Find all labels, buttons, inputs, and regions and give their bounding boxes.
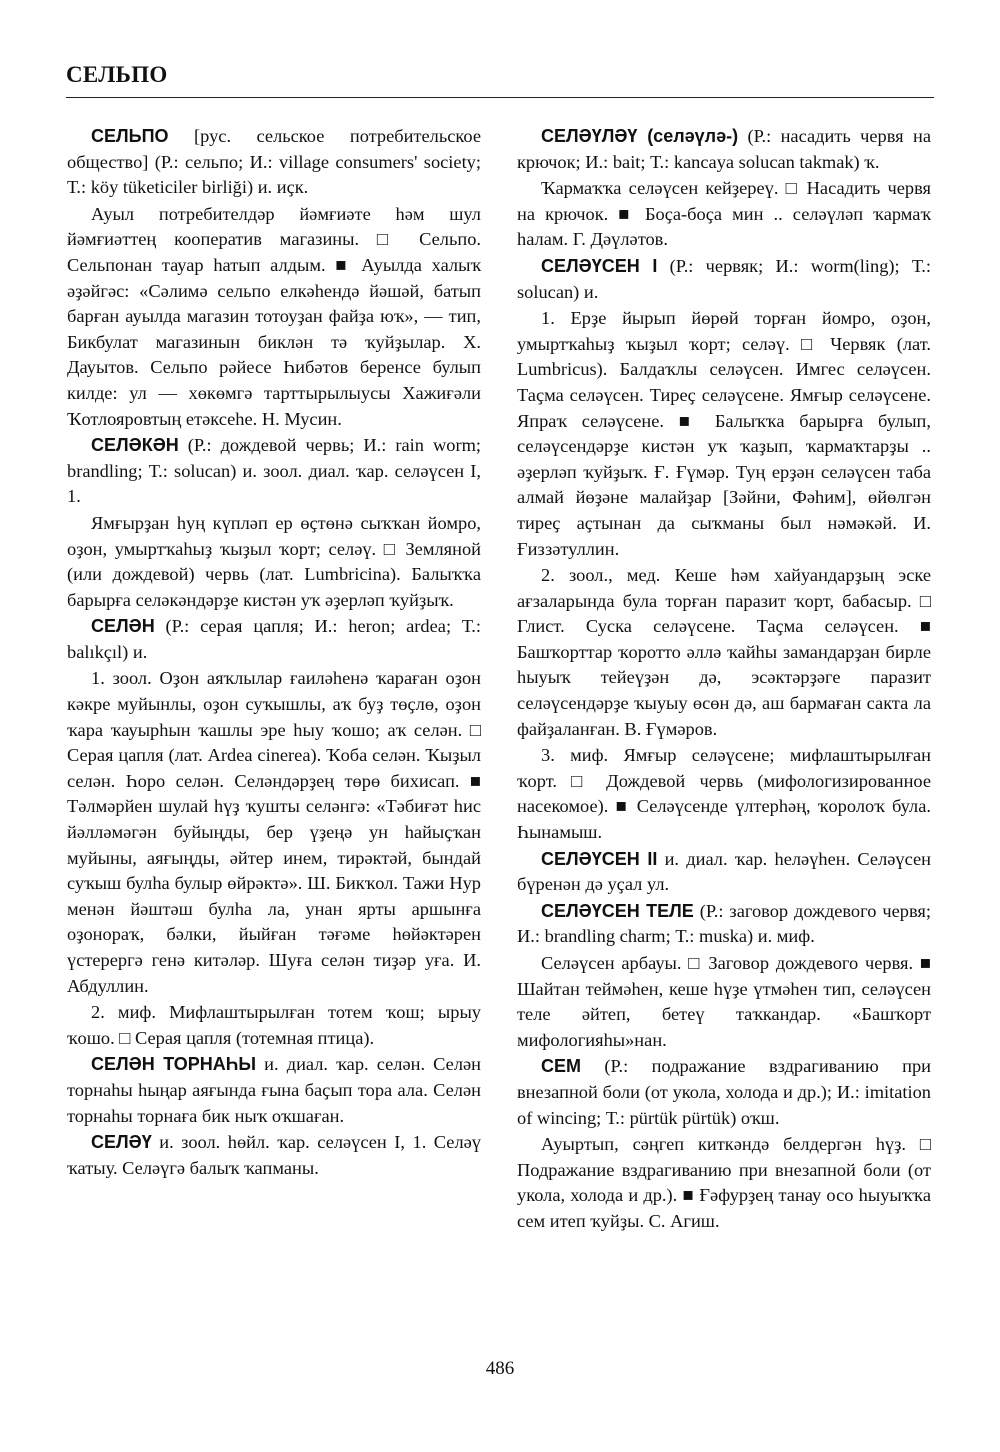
entry-body: (Р.: подражание вздрагиванию при внезапной боли (от укола, холода и др.); И.: imitation of wincing; Т.: pürtük pürtük) оҡш. [517,1056,931,1128]
running-head: СЕЛЬПО [66,62,168,87]
entry-paragraph: Ҡармаҡҡа селәүсен кейҙереү. □ Насадить червя на крючок. ■ Боҫа-боҫа мин .. селәүләп ҡармаҡ һалам. Г. Дәүләтов. [517,178,931,250]
entry-headword: СЕЛӘҮ [91,1132,152,1153]
entry-headword: СЕЛӘҮЛӘҮ (селәүлә-) [541,126,739,146]
entry-body: (Р.: заговор дождевого червя; И.: brandling charm; Т.: muska) и. миф. [517,900,931,947]
entry-body: и. диал. ҡар. селән. Селән торнаһы һыңар аяғында ғына баҫып тора ала. Селән торнаһы торнаға бик ныҡ оҡшаған. [67,1054,482,1126]
right-column [517,124,931,1236]
page-number: 486 [485,1358,515,1379]
entry-headword: СЕМ [541,1056,581,1077]
dictionary-entry [517,254,931,305]
entry-headword: СЕЛӘКӘН [91,435,179,456]
dictionary-entry [67,614,481,665]
entry-body: и. зоол. һөйл. ҡар. селәүсен I, 1. Селәү ҡатыу. Селәүгә балыҡ ҡапманы. [67,1132,481,1178]
left-column [67,124,481,1182]
dictionary-entry [517,1054,931,1131]
entry-headword: СЕЛӘҮСЕН II [541,848,658,869]
entry-headword: СЕЛӘҮСЕН ТЕЛЕ [541,900,694,921]
entry-paragraph: 2. зоол., мед. Кеше һәм хайуандарҙың эске ағзаларында була торған паразит ҡорт, бабасыр. □ Глист. Суска селәүсене. Таҫма селәүсен. ■ Башҡорттар ҡоротто әллә ҡайһы замандарҙан бирле һыуыҡ тейеүҙән дә, эсәктәрҙәге паразит селәүсендәрҙе ҡыуыу өсөн дә, аш бармаған сакта ла файҙаланған. В. Ғүмәров. [517,565,931,739]
entry-body: [рус. сельское потребительское общество] (Р.: сельпо; И.: village consumers' society; Т.: köy tüketiciler birliği) и. иҫк. [67,126,481,198]
dictionary-entry [517,899,931,950]
entry-paragraph: Селәүсен арбауы. □ Заговор дождевого червя. ■ Шайтан теймәһен, кеше һүҙе үтмәһен тип, селәүсен теле әйтеп, бетеү таҡкандар. «Башҡорт мифологияһы»нан. [517,953,931,1050]
dictionary-entry [67,1130,481,1181]
entry-paragraph: Ямғырҙан һуң күпләп ер өҫтөнә сыҡҡан йомро, оҙон, умыртҡаһыҙ ҡыҙыл ҡорт; селәү. □ Земляной (или дождевой) червь (лат. Lumbricina). Балыҡҡа барырға селәкәндәрҙе кистән уҡ әҙерләп ҡуйҙыҡ. [67,512,481,610]
dictionary-entry [517,847,931,898]
entry-headword: СЕЛӘҮСЕН I [541,255,658,276]
entry-paragraph: 1. Ерҙе йырып йөрөй торған йомро, оҙон, умыртҡаһыҙ ҡыҙыл ҡорт; селәү. □ Червяк (лат. Lumbricus). Балдаҡлы селәүсен. Имгес селәүсен. Таҫма селәүсен. Тиреҫ селәүсене. Ямғыр селәүсене. Япраҡ селәүсене. ■ Балыҡҡа барырға булып, селәүсендәрҙе кистән уҡ ҡаҙып, ҡармаҡтарҙы .. әҙерләп ҡуйҙыҡ. Ғ. Ғүмәр. Туң ерҙән селәүсен таба алмай йөҙәне малайҙар [Зәйни, Фәһим], өйөлгән тиреҫ аҫтынан да сыҡманы был нәмәкәй. И. Ғиззәтуллин. [517,308,931,559]
entry-headword: СЕЛӘН [91,616,155,637]
entry-paragraph: Ауыртып, сәңгеп киткәндә белдергән һүҙ. □ Подражание вздрагиванию при внезапной боли (от укола, холода и др.). ■ Ғәфурҙең танау осо һыуыҡҡа сем итеп ҡуйҙы. С. Агиш. [517,1134,931,1231]
entry-paragraph: 2. миф. Мифлаштырылған тотем ҡош; ырыу ҡошо. □ Серая цапля (тотемная птица). [67,1002,481,1048]
entry-body: (Р.: серая цапля; И.: heron; ardea; Т.: balıkçıl) и. [67,616,481,662]
entry-paragraph: 3. миф. Ямғыр селәүсене; мифлаштырылған ҡорт. □ Дождевой червь (мифологизированное насекомое). ■ Селәүсенде үлтерһәң, ҡоролоҡ була. Һынамыш. [517,745,931,843]
entry-paragraph: 1. зоол. Оҙон аяҡлылар ғаиләһенә ҡараған оҙон кәкре муйынлы, оҙон суҡышлы, аҡ буҙ төҫлө, оҙон ҡара ҡауырһын ҡашлы эре һыу ҡошо; аҡ селән. □ Серая цапля (лат. Ardea cinerea). Ҡоба селән. Ҡыҙыл селән. Һоро селән. Селәндәрҙең төрө бихисап. ■ Тәлмәрйен шулай һүҙ ҡушты селәнгә: «Тәбиғәт һис йәлләмәгән буйыңды, бер үҙеңә ун һайыҫҡан муйыны, аяғыңды, әйтер инем, тирәктәй, бындай суҡыш булһа булыр өйрәктә». Ш. Бикҡол. Тажи Нур менән йәштәш булһа ла, унан ярты аршынға оҙонораҡ, бәлки, йыйған тәғәме һөйәктәрен үстерергә генә китәләр. Шуға селән тиҙәр уға. И. Абдуллин. [67,668,481,996]
entry-body: (Р.: насадить червя на крючок; И.: bait; Т.: kancaya solucan takmak) ҡ. [517,126,931,172]
entry-headword: СЕЛЬПО [91,126,169,146]
header-rule [66,97,934,98]
entry-body: и. диал. ҡар. һеләүһен. Селәүсен бүренән дә уҫал ул. [517,848,931,895]
entry-headword: СЕЛӘН ТОРНАҺЫ [91,1054,257,1075]
dictionary-entry [67,1052,481,1129]
dictionary-entry [517,124,931,175]
dictionary-entry [67,433,481,510]
entry-body: (Р.: дождевой червь; И.: rain worm; brandling; Т.: solucan) и. зоол. диал. ҡар. селәүсен I, 1. [67,435,481,507]
entry-body: (Р.: червяк; И.: worm(ling); Т.: solucan) и. [517,255,931,302]
entry-paragraph: Ауыл потребителдәр йәмғиәте һәм шул йәмғиәттең кооператив магазины. □ Сельпо. Сельпонан тауар һатып алдым. ■ Ауылда халыҡ әҙәйгәс: «Сәлимә сельпо елкәһендә йәшәй, батып барған ауылда магазин тотоуҙан файҙа юҡ», — тип, Бикбулат магазинын биклән тә ҡуйҙылар. Х. Дауытов. Сельпо рәйесе Һибәтов беренсе булып килде: ул — хөкөмгә тарттырылыусы Хажиғәли Ҡотлояровтың етәксеһе. Н. Мусин. [67,203,481,429]
dictionary-entry [67,124,481,201]
